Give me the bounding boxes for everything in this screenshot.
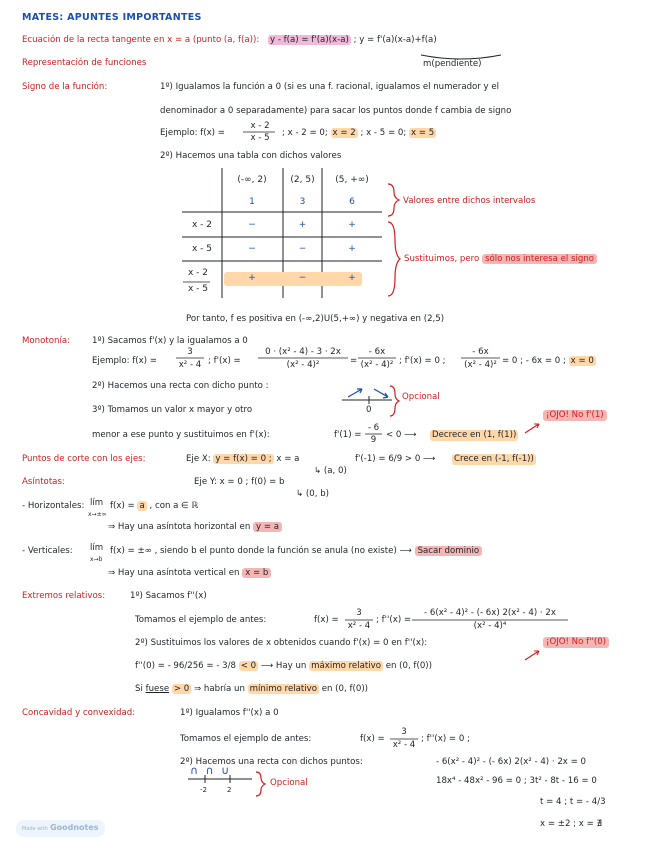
cell-2-1: − <box>248 244 256 254</box>
decrece-result: Decrece en (1, f(1)) <box>432 430 517 440</box>
ext-step1: 1º) Sacamos f''(x) <box>130 591 207 601</box>
row-label-2: x - 5 <box>191 244 213 254</box>
asym-h-cond: , con a ∈ ℝ <box>149 501 199 511</box>
mono-d2-num: - 6x <box>368 347 386 357</box>
ext-max: máximo relativo <box>311 661 381 671</box>
cuts-ejex-post: x = a <box>276 454 300 464</box>
cuts-ejex-pt: ↳ (a, 0) <box>314 466 347 476</box>
mono-label: Monotonía: <box>22 336 70 346</box>
asym-h-a: a <box>139 501 145 511</box>
tangent-alt-formula: ; y = f'(a)(x-a)+f(a) <box>353 35 437 45</box>
tangent-section <box>22 35 437 46</box>
sign-step1b: denominador a 0 separadamente) para sacar los puntos donde f cambia de signo <box>160 106 512 116</box>
ext-step2: 2º) Sustituimos los valores de x obtenidos cuando f'(x) = 0 en f''(x): <box>135 638 428 648</box>
cuts-label: Puntos de corte con los ejes: <box>22 454 146 464</box>
cell-1-1: − <box>248 220 256 230</box>
asym-h-result <box>108 522 282 533</box>
mono-d4 <box>502 356 596 367</box>
row-frac-num: x - 2 <box>187 268 209 278</box>
ext-d2-label: ; f''(x) = <box>376 615 412 625</box>
asym-v-eq <box>110 546 482 557</box>
mono-d2-den: (x² - 4)² <box>360 360 394 370</box>
mono-step2: 2º) Hacemos una recta con dicho punto : <box>92 381 269 391</box>
conc-m2: -2 <box>200 786 207 794</box>
ext-warn: ¡OJO! No f''(0) <box>543 637 609 648</box>
conc-eq1: - 6(x² - 4)² - (- 6x) 2(x² - 4) · 2x = 0 <box>436 757 587 767</box>
conc-label: Concavidad y convexidad: <box>22 708 136 718</box>
root-x5: x = 5 <box>410 128 435 138</box>
page-title: MATES: APUNTES IMPORTANTES <box>22 12 202 23</box>
mono-d4-a: = 0 ; - 6x = 0 ; <box>502 356 566 366</box>
ext-ex-den: x² - 4 <box>347 621 371 631</box>
row-label-1: x - 2 <box>191 220 213 230</box>
asym-h-res: y = a <box>253 522 282 532</box>
conc-p2: 2 <box>227 786 232 794</box>
mono-d1-label: ; f'(x) = <box>208 356 241 366</box>
result-3: + <box>348 273 356 283</box>
asym-v-sub: x→b <box>90 556 103 563</box>
mono-d3-den: (x² - 4)² <box>464 360 497 370</box>
conc-step2: 2º) Hacemos una recta con dichos puntos: <box>180 757 363 767</box>
row-frac-den: x - 5 <box>187 284 209 294</box>
conc-ex-f: f(x) = <box>360 734 385 744</box>
brace2-note <box>404 254 597 265</box>
ext-habria: ⇒ habría un <box>193 684 245 694</box>
mono-warn: ¡OJO! No f'(1) <box>543 410 607 421</box>
mono-ex-den: x² - 4 <box>178 360 202 370</box>
asym-h-eq <box>110 501 198 512</box>
sign-step1a: 1º) Igualamos la función a 0 (si es una f. racional, igualamos el numerador y el <box>160 82 500 92</box>
ext-min: mínimo relativo <box>249 684 317 694</box>
value-2: 3 <box>299 197 306 207</box>
tangent-note: m(pendiente) <box>423 59 482 69</box>
asym-vert-label: - Verticales: <box>22 546 73 556</box>
mono-d1-num: 0 · (x² - 4) - 3 · 2x <box>265 347 341 357</box>
ext-val: f''(0) = - 96/256 = - 3/8 <box>135 661 236 671</box>
root-x0: x = 0 <box>570 356 594 366</box>
conc-step1: 1º) Igualamos f''(x) a 0 <box>180 708 279 718</box>
mono-f1-den: 9 <box>370 435 377 445</box>
mono-f1-post: < 0 ⟶ <box>386 430 417 440</box>
ext-val-post: ⟶ Hay un <box>260 661 307 671</box>
sign-ex-rest <box>282 128 436 139</box>
value-1: 1 <box>249 197 255 207</box>
sign-ex-num: x - 2 <box>250 121 270 131</box>
mono-d1-den: (x² - 4)² <box>286 360 320 370</box>
asym-v-lim: lím <box>90 543 104 553</box>
ext-fuese: fuese <box>145 684 170 694</box>
cell-2-2: − <box>298 244 307 254</box>
ext-d2-num: - 6(x² - 4)² - (- 6x) 2(x² - 4) · 2x <box>424 608 556 618</box>
mono-step1: 1º) Sacamos f'(x) y la igualamos a 0 <box>92 336 248 346</box>
mono-ex-label: Ejemplo: f(x) = <box>92 356 157 366</box>
ext-max-post: en (0, f(0)) <box>385 661 432 671</box>
sign-label: Signo de la función: <box>22 82 108 92</box>
asym-h-rest: f(x) = <box>110 501 135 511</box>
ext-label: Extremos relativos: <box>22 591 106 601</box>
asym-horiz-label: - Horizontales: <box>22 501 85 511</box>
footer-made: Made with <box>22 826 48 832</box>
interval-1: (-∞, 2) <box>237 175 267 185</box>
repr-label: Representación de funciones <box>22 58 147 68</box>
ext-ex-f: f(x) = <box>314 615 339 625</box>
tangent-formula: y - f(a) = f'(a)(x-a) <box>270 35 349 45</box>
mono-zero: 0 <box>366 405 372 415</box>
sign-example: Ejemplo: f(x) = <box>160 128 225 138</box>
value-3: 6 <box>349 197 355 207</box>
mono-f1-num: - 6 <box>367 423 380 433</box>
ext-min-post: en (0, f(0)) <box>321 684 369 694</box>
asym-h-res-pre: ⇒ Hay una asíntota horizontal en <box>108 522 251 532</box>
brace2-a: Sustituimos, pero <box>404 254 480 264</box>
ext-ex-num: 3 <box>356 608 362 618</box>
sign-ex-mid: ; x - 5 = 0; <box>360 128 407 138</box>
cuts-ejey: Eje Y: x = 0 ; f(0) = b <box>194 477 285 487</box>
asym-label: Asíntotas: <box>22 477 65 487</box>
conc-eq2: 18x⁴ - 48x² - 96 = 0 ; 3t² - 8t - 16 = 0 <box>436 776 597 786</box>
conc-arcs: ∩ ∩ ∪ <box>190 764 232 777</box>
conc-ex-num: 3 <box>401 727 407 737</box>
conc-ex-den: x² - 4 <box>392 740 416 750</box>
sign-step2: 2º) Hacemos una tabla con dichos valores <box>160 151 342 161</box>
cuts-ejex <box>186 454 299 465</box>
asym-v-rest: f(x) = ±∞ , siendo b el punto donde la función se anula (no existe) ⟶ <box>110 546 412 556</box>
mono-fm1: f'(-1) = 6/9 > 0 ⟶ <box>355 454 436 464</box>
mono-d3-label: ; f'(x) = 0 ; <box>399 356 446 366</box>
ext-d2-den: (x² - 4)⁴ <box>473 621 507 631</box>
ext-alt <box>135 684 368 695</box>
ext-val-lt: < 0 <box>240 661 257 671</box>
mono-f1-pre: f'(1) = <box>334 430 362 440</box>
cell-1-2: + <box>298 220 307 230</box>
mono-ex-num: 3 <box>187 347 193 357</box>
brace2-b: sólo nos interesa el signo <box>482 254 597 264</box>
mono-step3a: 3º) Tomamos un valor x mayor y otro <box>92 405 253 415</box>
root-x2: x = 2 <box>332 128 356 138</box>
sign-ex-rest-a: ; x - 2 = 0; <box>282 128 328 138</box>
cuts-ejex-label: Eje X: <box>186 454 211 464</box>
asym-v-result <box>108 568 271 579</box>
asym-v-res: x = b <box>242 568 271 578</box>
result-1: + <box>248 273 256 283</box>
ext-value <box>135 661 432 672</box>
mono-eq: = <box>350 356 358 366</box>
conc-optional: Opcional <box>270 778 308 788</box>
asym-v-res-pre: ⇒ Hay una asíntota vertical en <box>108 568 240 578</box>
sign-conclusion: Por tanto, f es positiva en (-∞,2)U(5,+∞) y negativa en (2,5) <box>186 314 445 324</box>
footer-brand: Goodnotes <box>50 823 99 832</box>
interval-2: (2, 5) <box>290 175 315 185</box>
sign-ex-den: x - 5 <box>250 133 270 143</box>
conc-ex-pre: Tomamos el ejemplo de antes: <box>180 734 312 744</box>
cell-1-3: + <box>348 220 356 230</box>
brace1-note: Valores entre dichos intervalos <box>403 196 536 206</box>
cuts-ejex-eq: y = f(x) = 0 ; <box>215 454 272 464</box>
goodnotes-watermark <box>16 820 105 837</box>
ext-ex-pre: Tomamos el ejemplo de antes: <box>135 615 267 625</box>
conc-eq3: t = 4 ; t = - 4/3 <box>540 797 606 807</box>
interval-3: (5, +∞) <box>335 175 369 185</box>
tangent-label: Ecuación de la recta tangente en x = a (punto (a, f(a)): <box>22 35 260 45</box>
cell-2-3: + <box>348 244 356 254</box>
mono-d3-num: - 6x <box>472 347 489 357</box>
ext-si: Si <box>135 684 143 694</box>
mono-step3b: menor a ese punto y sustituimos en f'(x): <box>92 430 270 440</box>
asym-h-sub: x→±∞ <box>88 511 107 518</box>
asym-v-dom: Sacar dominio <box>415 546 483 556</box>
result-2: − <box>298 273 307 283</box>
conc-ex-post: ; f''(x) = 0 ; <box>421 734 470 744</box>
mono-optional: Opcional <box>402 392 440 402</box>
ext-gt: > 0 <box>173 684 190 694</box>
cuts-ejey-pt: ↳ (0, b) <box>296 489 330 499</box>
conc-eq4: x = ±2 ; x = ∄ <box>540 819 602 829</box>
crece-result: Crece en (-1, f(-1)) <box>454 454 534 464</box>
asym-h-lim: lím <box>90 498 104 508</box>
